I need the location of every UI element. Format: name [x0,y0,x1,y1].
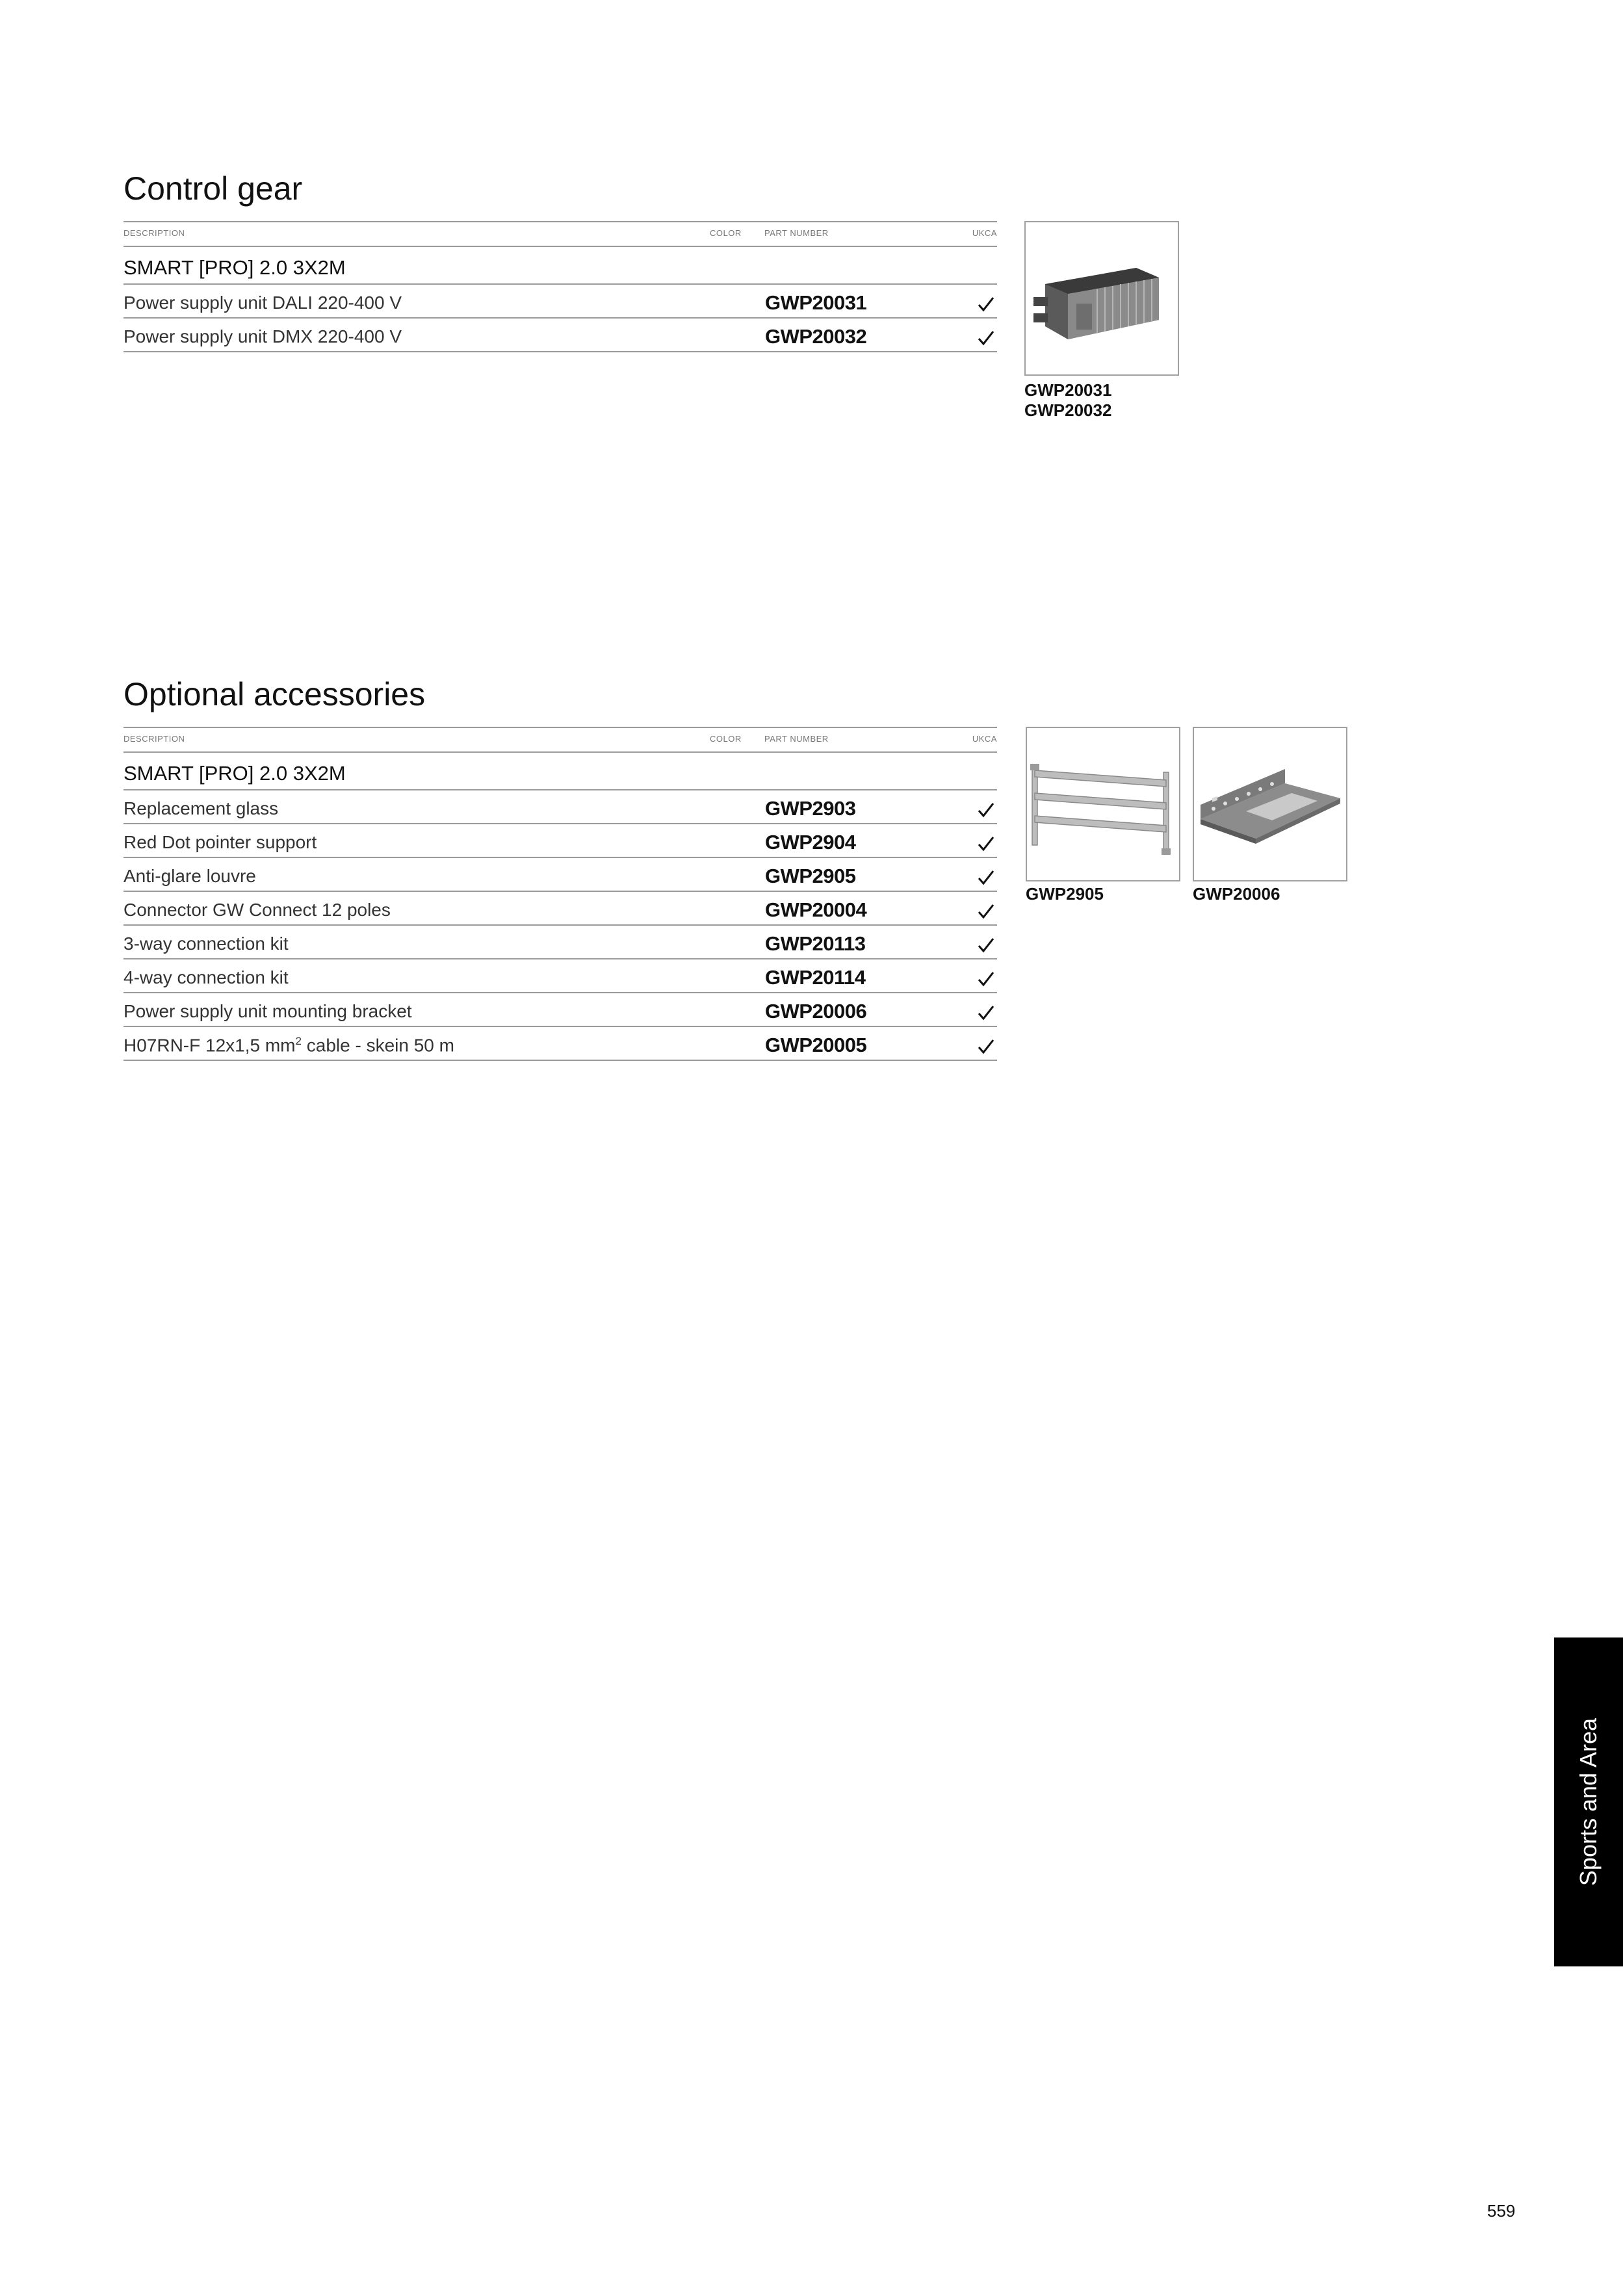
table-row [123,858,997,892]
image-caption: GWP20032 [1024,400,1112,420]
header-description: DESCRIPTION [123,734,185,744]
item-part-number: GWP20006 [765,1000,867,1023]
item-part-number: GWP2905 [765,865,856,887]
power-supply-image-caption [1024,380,1111,420]
product-group-row [123,247,997,285]
control-gear-title: Control gear [123,170,303,207]
header-color: COLOR [710,228,742,238]
louvre-image-caption: GWP2905 [1026,884,1104,904]
table-row [123,1027,997,1061]
item-part-number: GWP20004 [765,898,867,921]
page-number: 559 [1487,2201,1516,2221]
mounting-bracket-image [1193,727,1347,881]
item-description: Connector GW Connect 12 poles [123,900,391,920]
table-row [123,319,997,352]
item-description: Power supply unit DALI 220-400 V [123,293,402,313]
header-description: DESCRIPTION [123,228,185,238]
description-text: H07RN-F 12x1,5 mm [123,1035,296,1055]
item-part-number: GWP20005 [765,1034,867,1056]
item-description: 3-way connection kit [123,933,289,954]
item-part-number: GWP20031 [765,291,867,314]
bracket-image-caption: GWP20006 [1193,884,1280,904]
item-part-number: GWP2904 [765,831,856,854]
item-part-number: GWP20032 [765,325,867,348]
checkmark-icon [978,971,994,987]
checkmark-icon [978,903,994,920]
section-side-tab [1554,1637,1623,1966]
item-description: Red Dot pointer support [123,832,317,852]
side-tab-label: Sports and Area [1575,1717,1602,1886]
checkmark-icon [978,937,994,954]
table-row [123,824,997,858]
bracket-illustration [1194,728,1346,880]
image-caption: GWP20031 [1024,380,1112,400]
item-description: Power supply unit DMX 220-400 V [123,326,402,346]
superscript: 2 [295,1034,302,1047]
product-group-label: SMART [PRO] 2.0 3X2M [123,762,346,785]
checkmark-icon [978,835,994,852]
item-description: Anti-glare louvre [123,866,256,886]
checkmark-icon [978,869,994,886]
table-row [123,993,997,1027]
header-ukca: UKCA [972,734,997,744]
checkmark-icon [978,1038,994,1055]
header-part-number: PART NUMBER [764,734,829,744]
checkmark-icon [978,1004,994,1021]
anti-glare-louvre-image [1026,727,1180,881]
table-row [123,790,997,824]
table-row [123,285,997,319]
power-supply-unit-image [1024,221,1179,376]
control-gear-table [123,221,997,352]
header-part-number: PART NUMBER [764,228,829,238]
item-description: 4-way connection kit [123,967,289,987]
item-description: Replacement glass [123,798,279,818]
item-part-number: GWP2903 [765,797,856,820]
product-group-label: SMART [PRO] 2.0 3X2M [123,256,346,279]
item-part-number: GWP20114 [765,966,866,989]
table-row [123,892,997,926]
table-row [123,926,997,959]
table-header [123,727,997,753]
checkmark-icon [978,330,994,346]
table-row [123,959,997,993]
power-supply-unit-illustration [1026,222,1178,374]
checkmark-icon [978,296,994,313]
description-text: cable - skein 50 m [301,1035,454,1055]
accessories-table [123,727,997,1061]
header-ukca: UKCA [972,228,997,238]
product-group-row [123,753,997,790]
louvre-illustration [1027,728,1179,880]
table-header [123,221,997,247]
header-color: COLOR [710,734,742,744]
accessories-title: Optional accessories [123,676,426,712]
item-description: Power supply unit mounting bracket [123,1001,412,1021]
item-description [123,1035,454,1056]
checkmark-icon [978,802,994,818]
item-part-number: GWP20113 [765,932,866,955]
